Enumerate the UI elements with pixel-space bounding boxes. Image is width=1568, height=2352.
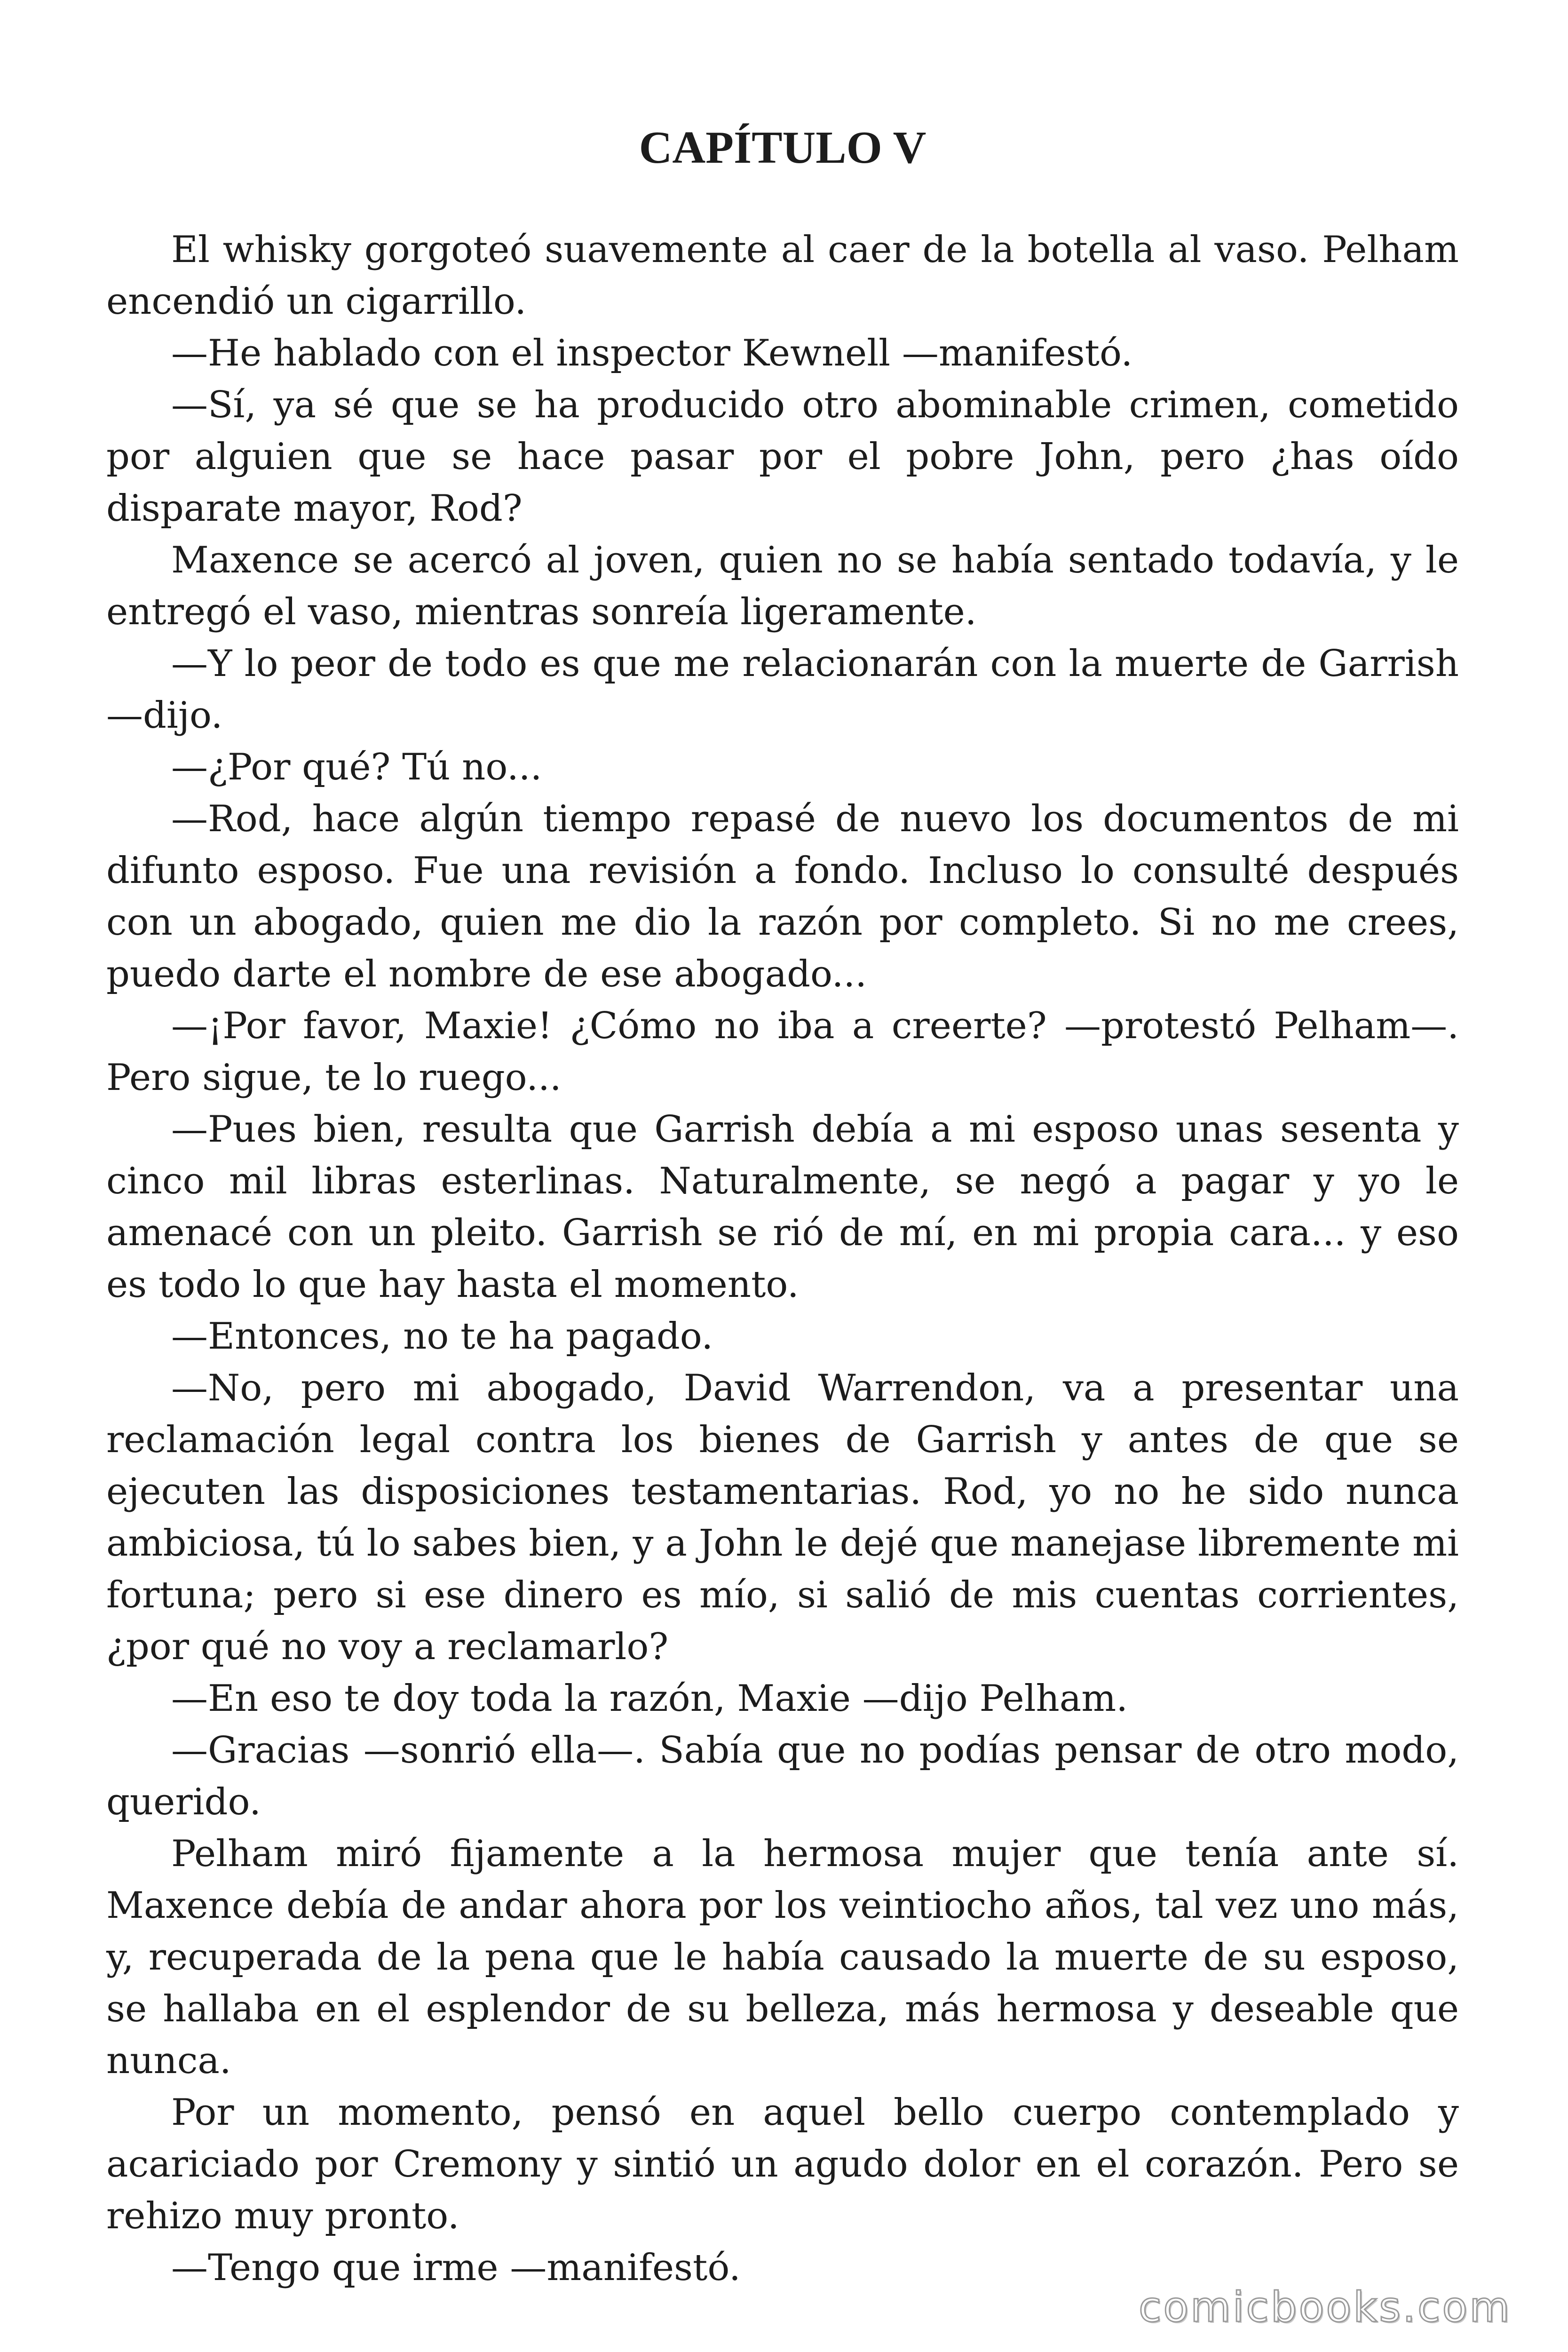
paragraph: —Sí, ya sé que se ha producido otro abominable crimen, cometido por alguien que se hace pasar por el pobre John, pero ¿has oído disparate mayor, Rod? [106,384,1459,530]
paragraph: —¿Por qué? Tú no... [171,746,542,788]
paragraph: —En eso te doy toda la razón, Maxie —dijo Pelham. [171,1677,1128,1720]
paragraph: El whisky gorgoteó suavemente al caer de la botella al vaso. Pelham encendió un cigarrillo. [106,229,1459,323]
paragraph: —Rod, hace algún tiempo repasé de nuevo los documentos de mi difunto esposo. Fue una revisión a fondo. Incluso lo consulté después con un abogado, quien me dio la razón por completo. Si no me crees, puedo darte el nombre de ese abogado... [106,798,1459,995]
paragraph: —¡Por favor, Maxie! ¿Cómo no iba a creerte? —protestó Pelham—. Pero sigue, te lo ruego... [106,1005,1459,1099]
paragraph: Por un momento, pensó en aquel bello cuerpo contemplado y acariciado por Cremony y sintió un agudo dolor en el corazón. Pero se rehizo muy pronto. [106,2091,1459,2237]
paragraph: —Entonces, no te ha pagado. [171,1315,713,1358]
paragraph: —No, pero mi abogado, David Warrendon, va a presentar una reclamación legal contra los bienes de Garrish y antes de que se ejecuten las disposiciones testamentarias. Rod, yo no he sido nunca ambiciosa, tú lo sabes bien, y a John le dejé que manejase libremente mi fortuna; pero si ese dinero es mío, si salió de mis cuentas corrientes, ¿por qué no voy a reclamarlo? [106,1367,1459,1668]
paragraph: —Pues bien, resulta que Garrish debía a mi esposo unas sesenta y cinco mil libras esterlinas. Naturalmente, se negó a pagar y yo le amenacé con un pleito. Garrish se rió de mí, en mi propia cara... y eso es todo lo que hay hasta el momento. [106,1108,1459,1306]
paragraph: —Tengo que irme —manifestó. [171,2247,741,2289]
chapter-body [106,224,1459,2294]
paragraph: —He hablado con el inspector Kewnell —manifestó. [171,332,1133,374]
paragraph: —Y lo peor de todo es que me relacionarán con la muerte de Garrish —dijo. [106,643,1459,737]
watermark: comicbooks.com [1138,2283,1512,2331]
paragraph: Pelham miró fijamente a la hermosa mujer que tenía ante sí. Maxence debía de andar ahora por los veintiocho años, tal vez uno más, y, recuperada de la pena que le había causado la muerte de su esposo, se hallaba en el esplendor de su belleza, más hermosa y deseable que nunca. [106,1833,1459,2082]
paragraph: Maxence se acercó al joven, quien no se había sentado todavía, y le entregó el vaso, mientras sonreía ligeramente. [106,539,1459,633]
paragraph: —Gracias —sonrió ella—. Sabía que no podías pensar de otro modo, querido. [106,1729,1459,1823]
page [106,0,1459,2294]
chapter-title: CAPÍTULO V [639,122,927,173]
